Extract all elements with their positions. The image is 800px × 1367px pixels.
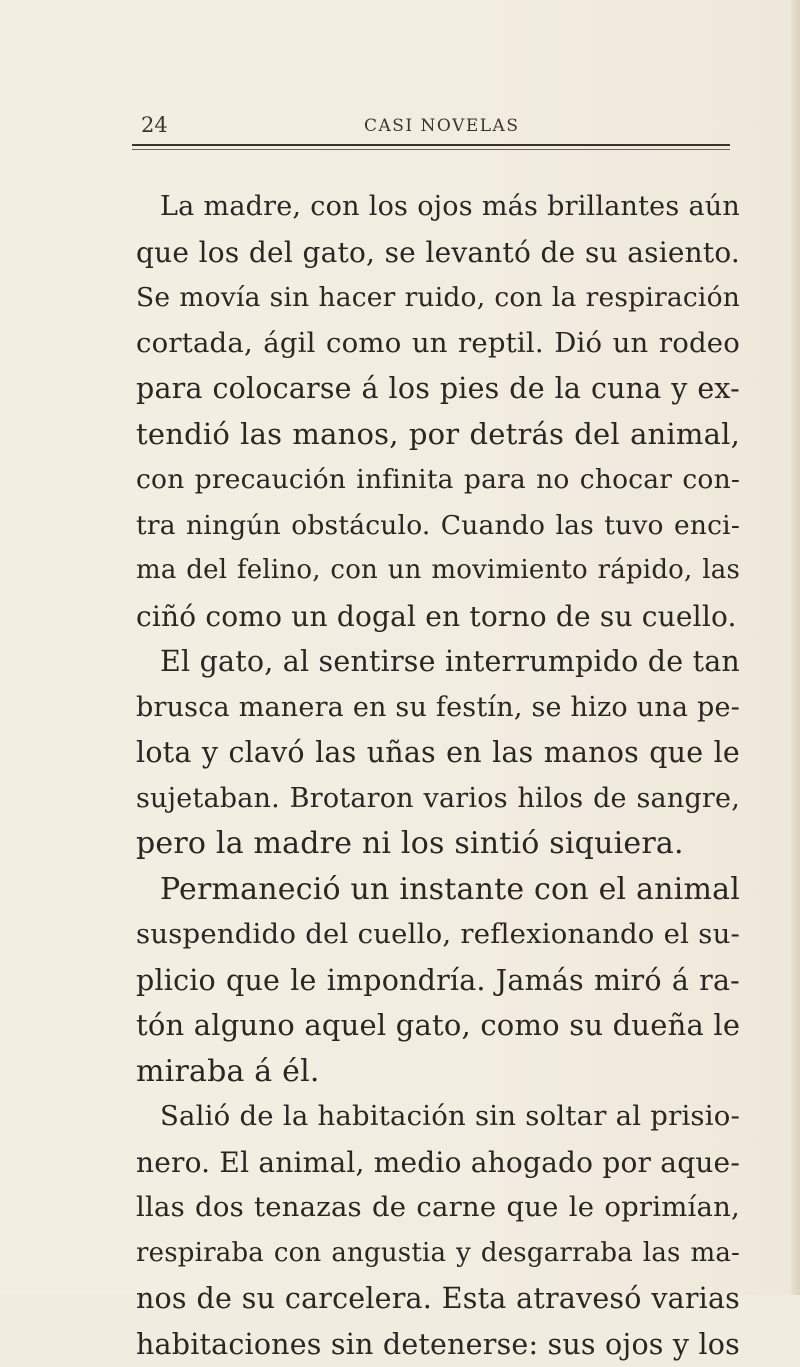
running-title: CASI NOVELAS [364, 116, 519, 136]
text-line: Permaneció un instante con el animal [136, 867, 740, 913]
text-line: suspendido del cuello, reflexionando el su- [136, 912, 740, 958]
text-line: tra ningún obstáculo. Cuando las tuvo enci- [136, 503, 740, 549]
text-line: habitaciones sin detenerse: sus ojos y los [136, 1322, 740, 1367]
text-line: miraba á él. [136, 1049, 740, 1095]
text-line: El gato, al sentirse interrumpido de tan [136, 639, 740, 685]
text-line: pero la madre ni los sintió siquiera. [136, 821, 740, 867]
header-rule [132, 144, 730, 146]
text-line: que los del gato, se levantó de su asiento. [136, 230, 740, 276]
header-rule-thin [132, 149, 730, 150]
running-header [132, 112, 730, 140]
body-text [136, 184, 740, 1367]
text-line: plicio que le impondría. Jamás miró á ra- [136, 958, 740, 1004]
text-line: respiraba con angustia y desgarraba las ma- [136, 1231, 740, 1277]
text-line: nero. El animal, medio ahogado por aque- [136, 1140, 740, 1186]
text-line: Se movía sin hacer ruido, con la respiración [136, 275, 740, 321]
text-line: llas dos tenazas de carne que le oprimían, [136, 1185, 740, 1231]
text-line: para colocarse á los pies de la cuna y ex- [136, 366, 740, 412]
text-line: tendió las manos, por detrás del animal, [136, 412, 740, 458]
text-line: La madre, con los ojos más brillantes aún [136, 184, 740, 230]
text-line: tón alguno aquel gato, como su dueña le [136, 1003, 740, 1049]
page-number: 24 [141, 113, 168, 137]
text-line: nos de su carcelera. Esta atravesó varias [136, 1276, 740, 1322]
text-line: sujetaban. Brotaron varios hilos de sangre, [136, 776, 740, 822]
text-line: brusca manera en su festín, se hizo una pe- [136, 685, 740, 731]
text-line: con precaución infinita para no chocar con- [136, 457, 740, 503]
text-line: ciñó como un dogal en torno de su cuello. [136, 594, 740, 640]
text-line: cortada, ágil como un reptil. Dió un rodeo [136, 321, 740, 367]
text-line: ma del felino, con un movimiento rápido, las [136, 548, 740, 594]
text-line: Salió de la habitación sin soltar al prisio- [136, 1094, 740, 1140]
page-edge-shadow [791, 0, 800, 1295]
text-line: lota y clavó las uñas en las manos que le [136, 730, 740, 776]
